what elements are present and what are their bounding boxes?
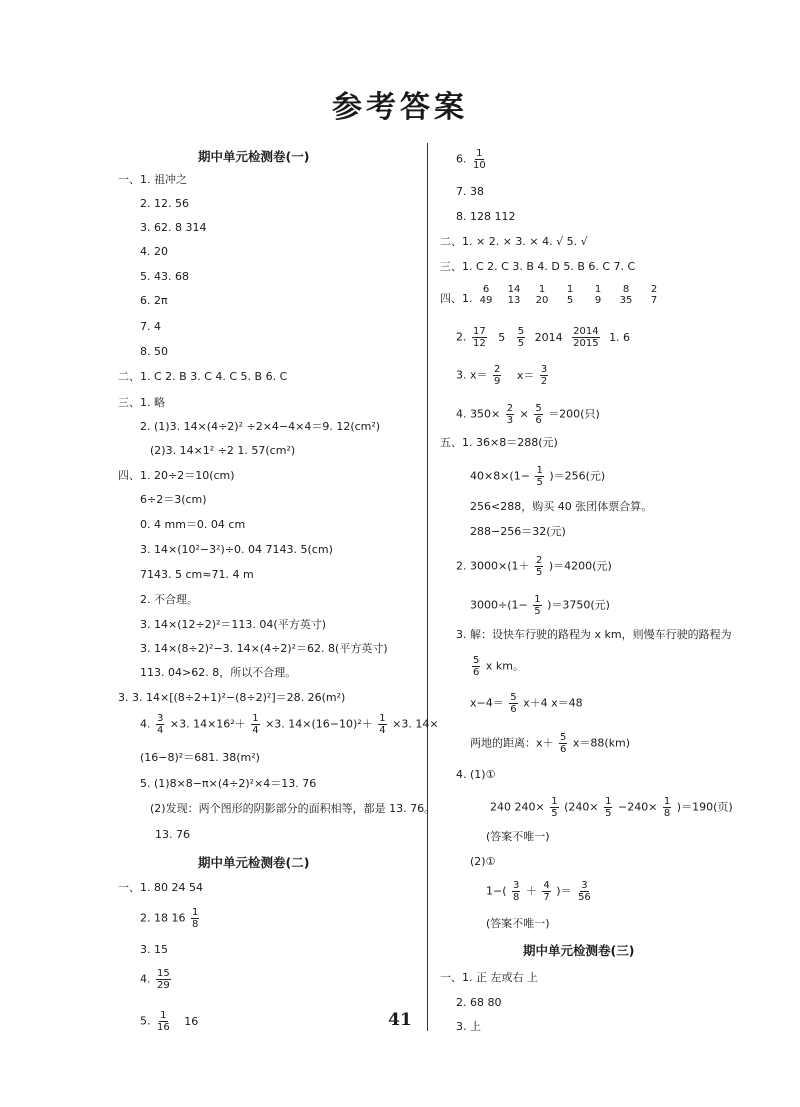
answer-line: 3. 3. 14×[(8÷2+1)²−(8÷2)²]＝28. 26(m²) (118, 691, 346, 704)
answer-line: 7. 38 (456, 185, 484, 198)
answer-line: 四、1. (440, 292, 473, 305)
answer-line: 5. 43. 68 (140, 270, 189, 283)
answer-line: 一、1. 80 24 54 (118, 881, 203, 894)
answer-line: 13. 76 (155, 828, 190, 841)
fraction: 8 35 (619, 284, 633, 306)
fraction: $\frac{1}{10}$ (473, 148, 486, 171)
answer-line: 4. $\frac{15}{29}$ (140, 968, 170, 991)
answer-line: 7143. 5 cm≈71. 4 m (140, 568, 254, 581)
answer-line: 3. 14×(10²−3²)÷0. 04 7143. 5(cm) (140, 543, 333, 556)
section-heading-2: 期中单元检测卷(二) (198, 855, 310, 870)
answer-line: (答案不唯一) (486, 830, 550, 843)
answer-line: 3. 解：设快车行驶的路程为 x km，则慢车行驶的路程为 (456, 628, 732, 641)
fraction: $\frac{1}{5}$ (605, 796, 612, 819)
answer-line: 3. 上 (456, 1020, 481, 1033)
answer-line: 3. 14×(8÷2)²−3. 14×(4÷2)²＝62. 8(平方英寸) (140, 642, 388, 655)
answer-line: 2. 18 16 $\frac{1}{8}$ (140, 907, 199, 930)
answer-line: 5. (1)8×8−π×(4÷2)²×4＝13. 76 (140, 777, 317, 790)
fraction: $\frac{15}{29}$ (157, 968, 170, 991)
fraction: $\frac{5}{6}$ (510, 692, 517, 715)
fraction: $\frac{3}{56}$ (578, 880, 591, 903)
answer-line: 7. 4 (140, 320, 161, 333)
answer-line: $\frac{5}{6}$ x km。 (473, 655, 524, 678)
answer-line: 三、1. C 2. C 3. B 4. D 5. B 6. C 7. C (440, 260, 636, 273)
section-heading-1: 期中单元检测卷(一) (198, 149, 310, 164)
answer-line: x−4＝ $\frac{5}{6}$ x＋4 x＝48 (470, 692, 583, 715)
fraction: $\frac{5}{5}$ (517, 326, 525, 349)
fraction: $\frac{4}{7}$ (543, 880, 550, 903)
answer-line: 2. $\frac{17}{12}$ 5 $\frac{5}{5}$ 2014 $\frac{2014}{2015}$ 1. 6 (456, 326, 631, 349)
answer-line: 4. (1)① (456, 768, 496, 781)
fraction: 6 49 (479, 284, 493, 306)
answer-line: 6÷2＝3(cm) (140, 493, 207, 506)
fraction: $\frac{2}{5}$ (536, 555, 543, 578)
fraction: $\frac{5}{6}$ (473, 655, 480, 678)
answer-line: 两地的距离：x＋ $\frac{5}{6}$ x＝88(km) (470, 732, 631, 755)
fraction: 1 20 (535, 284, 549, 306)
answer-line: 2. 不合理。 (140, 593, 198, 606)
fraction: $\frac{1}{8}$ (663, 796, 671, 819)
answer-line: (2)发现：两个图形的阴影部分的面积相等，都是 13. 76。 (150, 802, 436, 815)
answer-line: 8. 50 (140, 345, 168, 358)
fraction-row (472, 284, 668, 306)
answer-line: 2. (1)3. 14×(4÷2)² ÷2×4−4×4＝9. 12(cm²) (140, 420, 381, 433)
page-title: 参考答案 (332, 90, 468, 125)
answer-line: (2)3. 14×1² ÷2 1. 57(cm²) (150, 444, 296, 457)
answer-line: 二、1. C 2. B 3. C 4. C 5. B 6. C (118, 370, 288, 383)
answer-line: 3. x＝ $\frac{2}{9}$ x＝ $\frac{3}{2}$ (456, 364, 548, 387)
answer-line: 8. 128 112 (456, 210, 516, 223)
fraction: $\frac{17}{12}$ (473, 326, 486, 349)
answer-line: (2)① (470, 855, 496, 868)
answer-line: 6. 2π (140, 294, 168, 307)
answer-line: 四、1. 20÷2＝10(cm) (118, 469, 235, 482)
section-heading-3: 期中单元检测卷(三) (523, 943, 635, 958)
fraction: $\frac{1}{5}$ (534, 594, 541, 617)
fraction: $\frac{1}{8}$ (191, 907, 199, 930)
answer-line: 2. 12. 56 (140, 197, 189, 210)
answer-line: 113. 04>62. 8，所以不合理。 (140, 666, 297, 679)
fraction: 1 5 (566, 284, 574, 306)
answer-line: 2. 3000×(1＋ $\frac{2}{5}$ )＝4200(元) (456, 555, 612, 578)
answer-line: 一、1. 正 左或右 上 (440, 971, 538, 984)
answer-line: 4. 20 (140, 245, 168, 258)
fraction: $\frac{5}{6}$ (535, 403, 542, 426)
fraction: 1 9 (594, 284, 602, 306)
answer-line: 一、1. 祖冲之 (118, 173, 187, 186)
fraction: $\frac{3}{2}$ (540, 364, 548, 387)
answer-line: 256<288，购买 40 张团体票合算。 (470, 500, 653, 513)
answer-line: 288−256＝32(元) (470, 525, 566, 538)
answer-line: 3000÷(1− $\frac{1}{5}$ )＝3750(元) (470, 594, 610, 617)
answer-line: 40×8×(1− $\frac{1}{5}$ )＝256(元) (470, 465, 606, 488)
answer-line: 5. $\frac{1}{16}$ 16 (140, 1010, 199, 1033)
answer-line: 6. $\frac{1}{10}$ (456, 148, 486, 171)
answer-line: 4. $\frac{3}{4}$ ×3. 14×16²＋ $\frac{1}{4}$ ×3. 14×(16−10)²＋ $\frac{1}{4}$ ×3. 14× (140, 713, 439, 736)
fraction: $\frac{5}{6}$ (560, 732, 567, 755)
answer-line: 二、1. × 2. × 3. × 4. √ 5. √ (440, 235, 588, 248)
fraction: 2 7 (650, 284, 658, 306)
fraction: $\frac{1}{5}$ (536, 465, 543, 488)
fraction: $\frac{2}{9}$ (494, 364, 501, 387)
fraction: $\frac{2014}{2015}$ (573, 326, 599, 349)
answer-line: 3. 15 (140, 943, 168, 956)
fraction: $\frac{1}{16}$ (157, 1010, 170, 1033)
fraction: $\frac{1}{4}$ (379, 713, 386, 736)
fraction: $\frac{1}{4}$ (252, 713, 259, 736)
answer-line: 2. 68 80 (456, 996, 502, 1009)
answer-line: (16−8)²＝681. 38(m²) (140, 751, 260, 764)
answer-line: 三、1. 略 (118, 396, 165, 409)
answer-line: 1−( $\frac{3}{8}$ ＋ $\frac{4}{7}$ )＝ $\frac{3}{56}$ (486, 880, 591, 903)
answer-line: 五、1. 36×8＝288(元) (440, 436, 558, 449)
answer-line: 3. 14×(12÷2)²＝113. 04(平方英寸) (140, 618, 326, 631)
answer-line: 240 240× $\frac{1}{5}$ (240× $\frac{1}{5}$ −240× $\frac{1}{8}$ )＝190(页) (490, 796, 733, 819)
answer-line: 3. 62. 8 314 (140, 221, 207, 234)
fraction: 14 13 (507, 284, 521, 306)
fraction: $\frac{3}{8}$ (513, 880, 520, 903)
fraction: $\frac{2}{3}$ (506, 403, 514, 426)
page-number: 41 (388, 1010, 412, 1030)
fraction: $\frac{1}{5}$ (551, 796, 558, 819)
answer-line: 0. 4 mm＝0. 04 cm (140, 518, 246, 531)
answer-line: 4. 350× $\frac{2}{3}$ × $\frac{5}{6}$ ＝200(只) (456, 403, 600, 426)
answer-line: (答案不唯一) (486, 917, 550, 930)
fraction: $\frac{3}{4}$ (157, 713, 164, 736)
